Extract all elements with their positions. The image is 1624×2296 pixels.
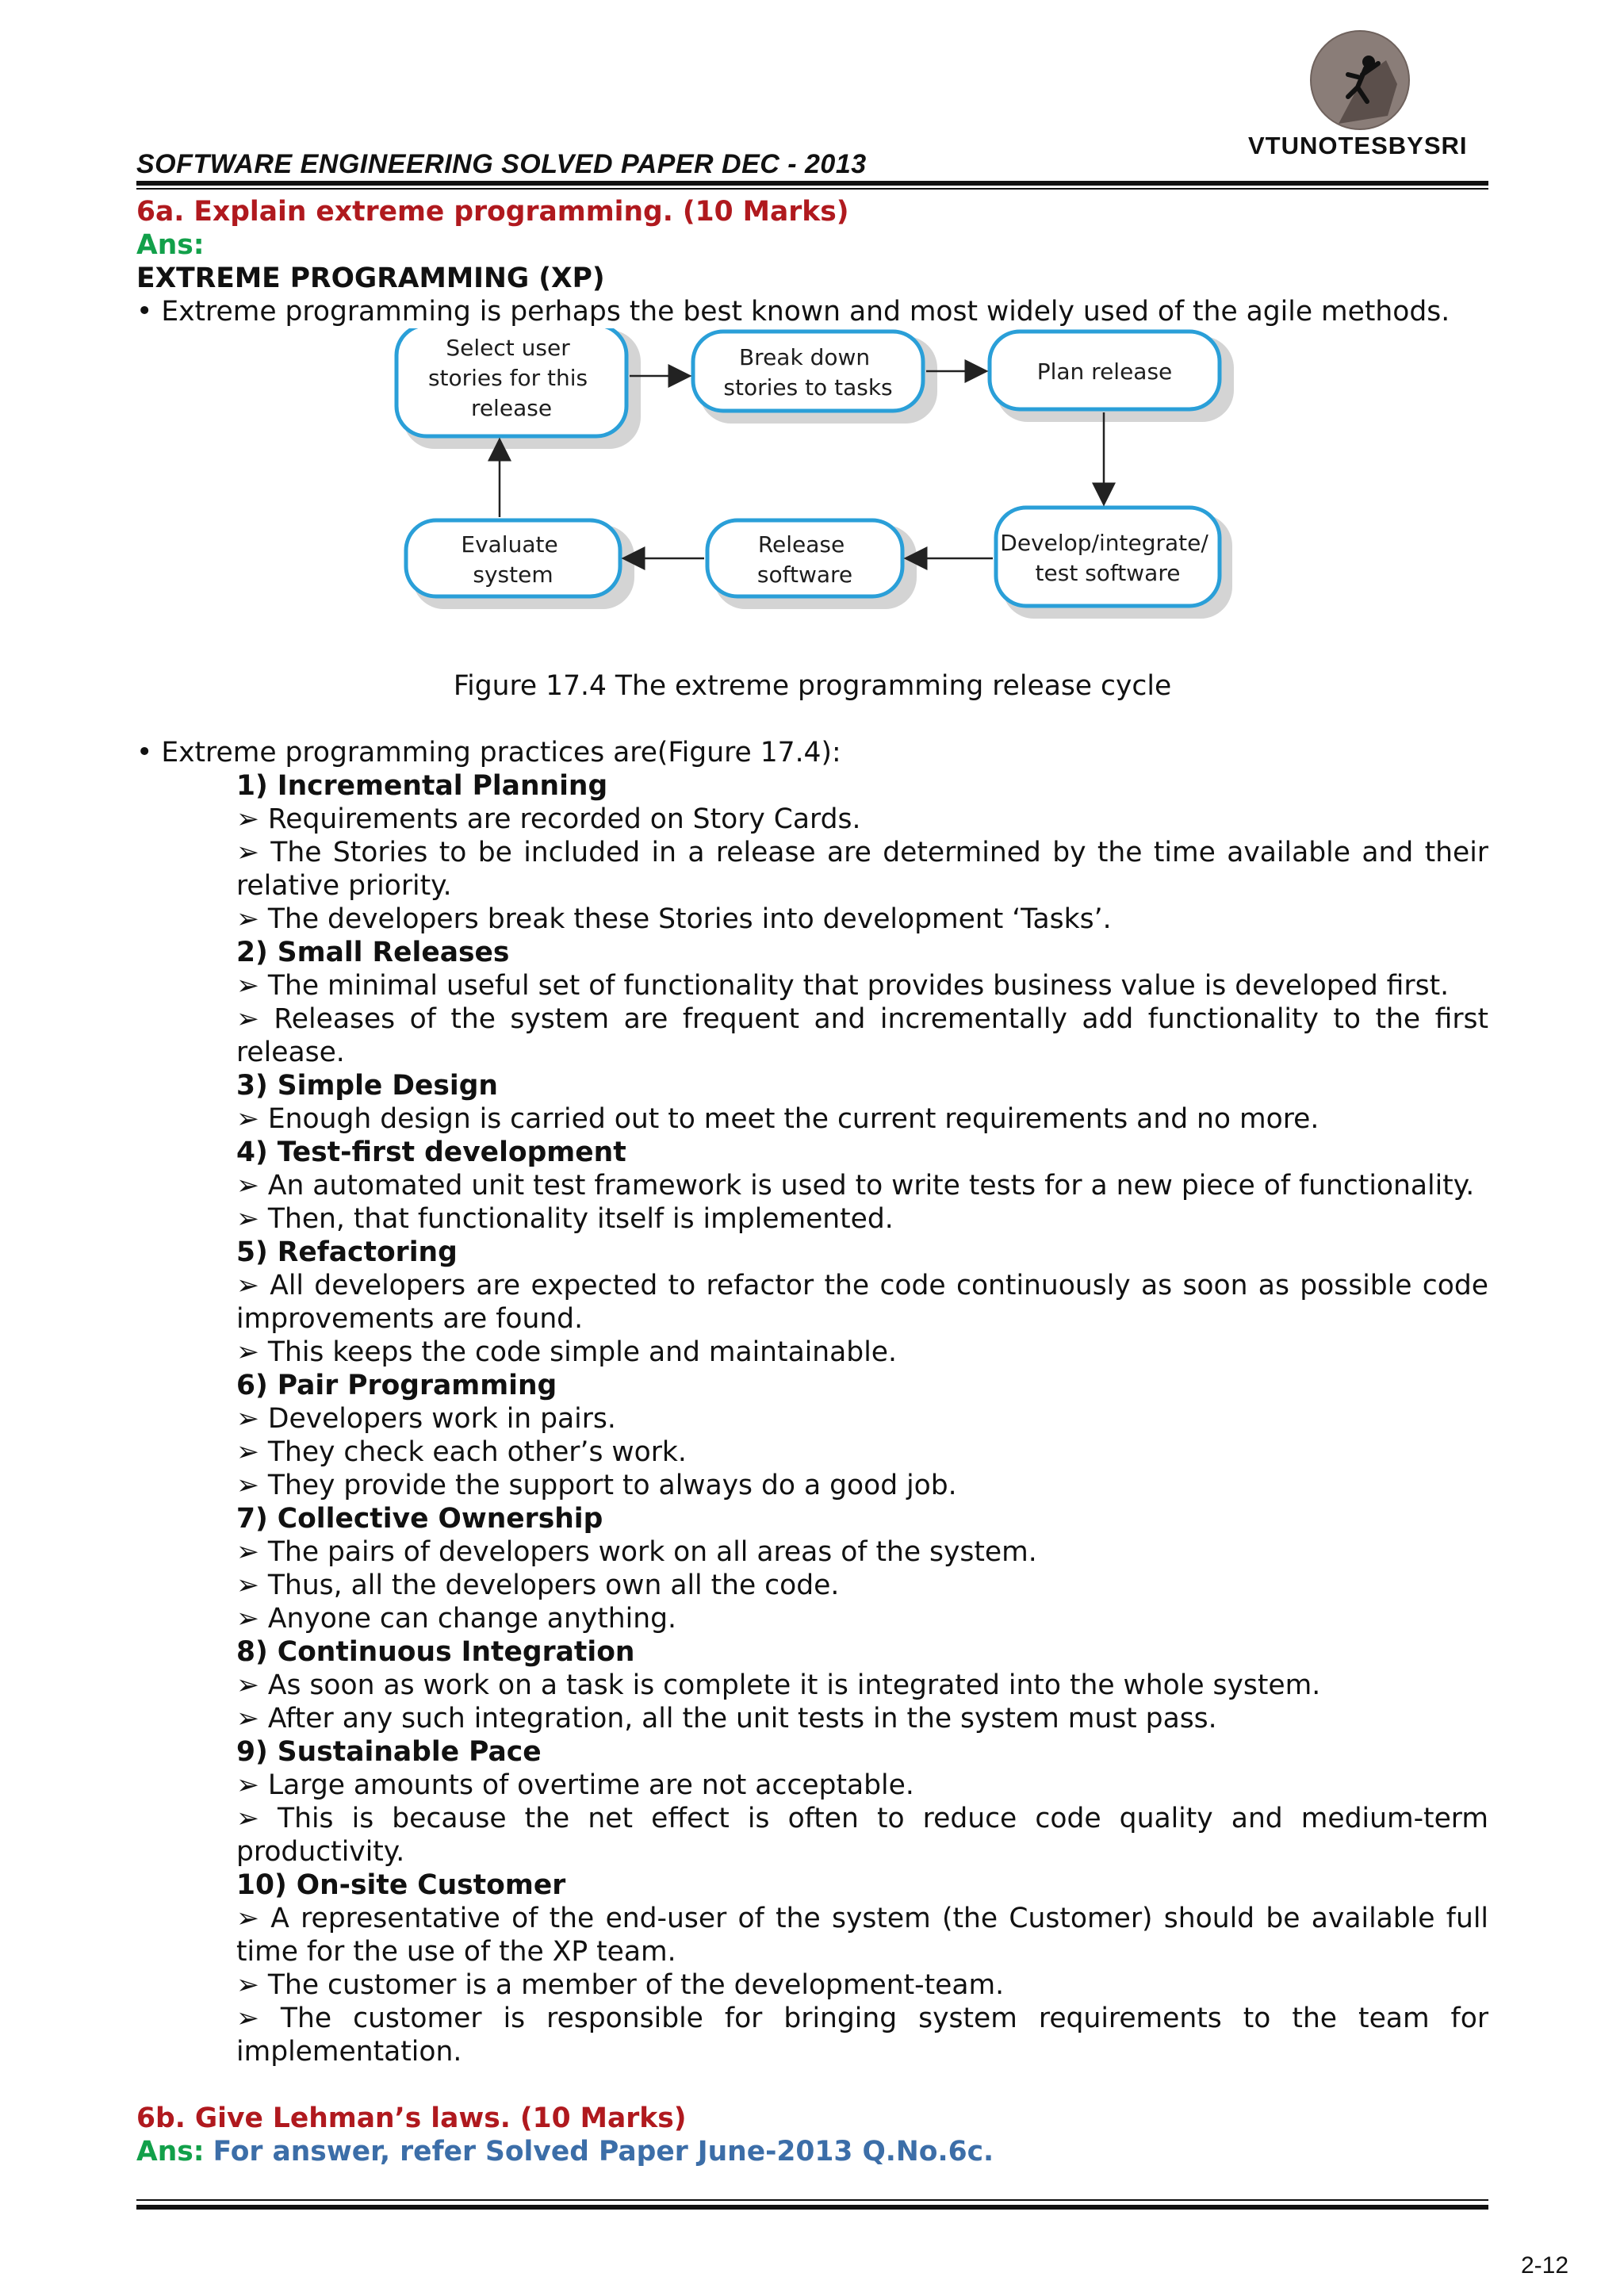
node-break-line1: Break down (738, 344, 871, 370)
svg-text:Plan release (1037, 358, 1173, 385)
practice-point: ➢ This is because the net effect is often to reduce code quality and medium-term productivity. (236, 1803, 1488, 1868)
node-release-line1: Release (757, 531, 845, 558)
practice-title: 7) Collective Ownership (236, 1503, 603, 1535)
practice-point: ➢ As soon as work on a task is complete it is integrated into the whole system. (236, 1669, 1321, 1701)
brand-name: VTUNOTESBYSRI (1248, 132, 1468, 159)
node-break-line2: stories to tasks (723, 374, 893, 401)
practice-point: ➢ Developers work in pairs. (236, 1403, 616, 1435)
node-select-line2: stories for this (427, 365, 588, 391)
node-evaluate-line2: system (473, 562, 553, 588)
practice-point: ➢ All developers are expected to refactor the code continuously as soon as possible code improvements are found. (236, 1270, 1488, 1335)
practice-title: 9) Sustainable Pace (236, 1736, 542, 1768)
node-develop (996, 508, 1220, 606)
intro-text: • Extreme programming is perhaps the best known and most widely used of the agile methods. (136, 296, 1450, 328)
page-content (136, 195, 1488, 2168)
practice-point: ➢ Releases of the system are frequent and incrementally add functionality to the first release. (236, 1003, 1488, 1068)
question-6a: 6a. Explain extreme programming. (10 Marks) (136, 196, 849, 228)
brand-logo-icon (1308, 29, 1411, 132)
practices-list (136, 769, 1488, 2068)
footer-divider (136, 2205, 1488, 2210)
question-6b: 6b. Give Lehman’s laws. (10 Marks) (136, 2102, 687, 2134)
practice-title: 5) Refactoring (236, 1236, 458, 1268)
practice-title: 3) Simple Design (236, 1070, 498, 1102)
answer-label-6b: Ans: (136, 2136, 205, 2168)
practice-point: ➢ After any such integration, all the unit tests in the system must pass. (236, 1703, 1217, 1734)
node-develop-line2: test software (1035, 560, 1181, 586)
section-heading: EXTREME PROGRAMMING (XP) (136, 263, 605, 294)
answer-label-6a: Ans: (136, 229, 205, 261)
practice-title: 10) On-site Customer (236, 1869, 566, 1901)
practice-point: ➢ Enough design is carried out to meet the current requirements and no more. (236, 1103, 1320, 1135)
practices-intro: • Extreme programming practices are(Figure 17.4): (136, 737, 841, 769)
practice-point: ➢ The pairs of developers work on all areas of the system. (236, 1536, 1037, 1568)
practice-title: 4) Test-first development (236, 1137, 626, 1168)
figure-caption: Figure 17.4 The extreme programming release cycle (453, 670, 1172, 702)
practice-point: ➢ Then, that functionality itself is implemented. (236, 1203, 894, 1235)
practice-point: ➢ They provide the support to always do a good job. (236, 1470, 957, 1501)
practice-point: ➢ The developers break these Stories into development ‘Tasks’. (236, 903, 1112, 935)
node-select-line3: release (470, 395, 553, 421)
node-plan-line1: Plan release (1036, 358, 1173, 385)
node-develop-line1: Develop/integrate/ (1000, 530, 1208, 556)
practice-point: ➢ Anyone can change anything. (236, 1603, 676, 1635)
practice-point: ➢ This keeps the code simple and maintainable. (236, 1336, 897, 1368)
release-cycle-diagram (136, 328, 1488, 669)
header-divider-thin (136, 188, 1488, 190)
practice-title: 1) Incremental Planning (236, 770, 608, 802)
practice-point: ➢ An automated unit test framework is used to write tests for a new piece of functionality. (236, 1170, 1475, 1202)
node-select-line1: Select user (446, 335, 570, 361)
practice-title: 6) Pair Programming (236, 1370, 557, 1401)
page-number: 2-12 (1521, 2252, 1569, 2279)
practice-point: ➢ A representative of the end-user of the system (the Customer) should be available full time for the use of the XP team. (236, 1903, 1488, 1968)
practice-title: 8) Continuous Integration (236, 1636, 635, 1668)
practice-point: ➢ Requirements are recorded on Story Cards. (236, 803, 861, 835)
practice-point: ➢ The Stories to be included in a release are determined by the time available and their relative priority. (236, 837, 1488, 902)
footer-divider-thin (136, 2199, 1488, 2201)
node-evaluate-line1: Evaluate (461, 531, 558, 558)
practice-point: ➢ The customer is responsible for bringing system requirements to the team for implementation. (236, 2003, 1488, 2068)
node-release-line2: software (756, 562, 853, 588)
practice-point: ➢ The minimal useful set of functionality that provides business value is developed first. (236, 970, 1450, 1002)
practice-point: ➢ Thus, all the developers own all the code. (236, 1570, 840, 1601)
header-divider (136, 181, 1488, 186)
practice-point: ➢ The customer is a member of the development-team. (236, 1969, 1005, 2001)
practice-point: ➢ They check each other’s work. (236, 1436, 687, 1468)
answer-reference-6b: For answer, refer Solved Paper June-2013 Q.No.6c. (213, 2136, 994, 2168)
document-title: SOFTWARE ENGINEERING SOLVED PAPER DEC - 2013 (136, 149, 867, 179)
practice-title: 2) Small Releases (236, 937, 510, 968)
practice-point: ➢ Large amounts of overtime are not acceptable. (236, 1769, 914, 1801)
